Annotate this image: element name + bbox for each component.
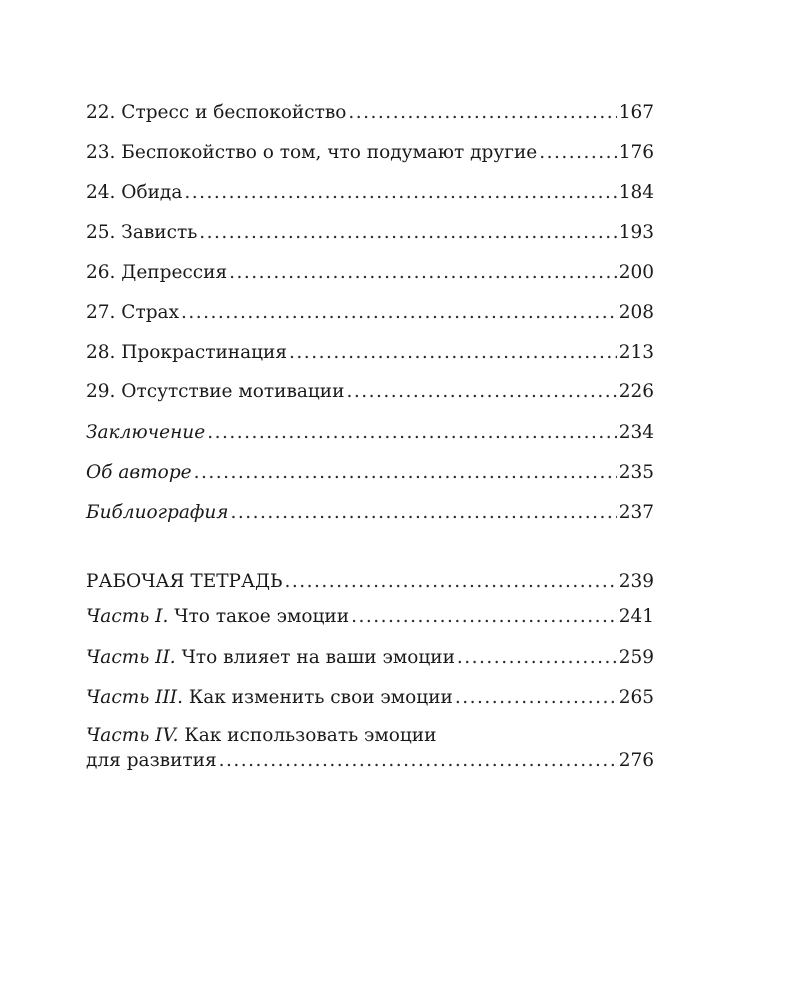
toc-entry-title: 27. Страх [86,302,179,323]
toc-entry-29[interactable] [86,380,654,404]
toc-entry-about-author[interactable] [86,461,654,485]
toc-entry-28[interactable] [86,341,654,365]
toc-entry-part-3[interactable] [86,686,654,710]
toc-entry-page: 200 [618,262,654,283]
toc-entry-part-4[interactable] [86,724,436,748]
toc-entry-title: Заключение [86,422,206,443]
dot-leader [231,501,617,525]
toc-entry-bibliography[interactable] [86,501,654,525]
part-title: Что влияет на ваши эмоции [181,647,455,668]
toc-entry-title: 28. Прокрастинация [86,342,288,363]
toc-entry-page: 226 [618,381,654,402]
workbook-title: РАБОЧАЯ ТЕТРАДЬ [86,571,283,592]
toc-entry-page: 176 [618,142,654,163]
toc-entry-25[interactable] [86,221,654,245]
toc-entry-part-2[interactable] [86,646,654,670]
dot-leader [348,101,616,125]
dot-leader [194,461,617,485]
toc-entry-title: 24. Обида [86,182,183,203]
part-title: Как изменить свои эмоции [188,687,453,708]
toc-entry-23[interactable] [86,141,654,165]
part-label: Часть III. [86,687,183,708]
toc-entry-title: 29. Отсутствие мотивации [86,381,345,402]
dot-leader [351,605,617,629]
toc-entry-26[interactable] [86,261,654,285]
dot-leader [184,181,616,205]
toc-entry-24[interactable] [86,181,654,205]
dot-leader [539,141,616,165]
toc-entry-page: 208 [618,302,654,323]
part-label: Часть IV. [86,725,179,746]
dot-leader [289,341,617,365]
toc-entry-page: 239 [618,571,654,592]
toc-entry-page: 241 [618,606,654,627]
part-title-continued: для развития [86,750,217,771]
part-label: Часть II. [86,647,176,668]
dot-leader [181,301,617,325]
toc-entry-part-4-continued[interactable] [86,749,654,773]
toc-entry-page: 193 [618,222,654,243]
toc-entry-part-1[interactable] [86,605,654,629]
part-label: Часть I. [86,606,169,627]
toc-entry-page: 265 [618,687,654,708]
toc-entry-title: 25. Зависть [86,222,198,243]
toc-entry-title [86,686,453,710]
toc-entry-workbook[interactable] [86,570,654,594]
toc-entry-page: 259 [618,647,654,668]
dot-leader [207,421,617,445]
toc-entry-27[interactable] [86,301,654,325]
dot-leader [199,221,616,245]
dot-leader [285,570,617,594]
toc-entry-22[interactable] [86,101,654,125]
toc-entry-title: 23. Беспокойство о том, что подумают другие [86,142,538,163]
toc-entry-conclusion[interactable] [86,421,654,445]
toc-entry-title: Об авторе [86,462,192,483]
part-title: Что такое эмоции [174,606,350,627]
toc-entry-title: 26. Депрессия [86,262,228,283]
dot-leader [457,646,617,670]
toc-entry-page: 235 [618,462,654,483]
toc-entry-page: 167 [618,102,654,123]
part-title: Как использовать эмоции [184,725,437,746]
dot-leader [455,686,617,710]
toc-entry-title: 22. Стресс и беспокойство [86,102,347,123]
toc-entry-title: Библиография [86,502,229,523]
table-of-contents [86,0,654,1000]
toc-entry-page: 237 [618,502,654,523]
toc-entry-title [86,646,455,670]
toc-entry-page: 276 [618,750,654,771]
dot-leader [219,749,617,773]
dot-leader [229,261,617,285]
dot-leader [346,380,616,404]
toc-entry-page: 234 [618,422,654,443]
toc-entry-page: 213 [618,342,654,363]
toc-entry-title [86,605,349,629]
toc-entry-page: 184 [618,182,654,203]
